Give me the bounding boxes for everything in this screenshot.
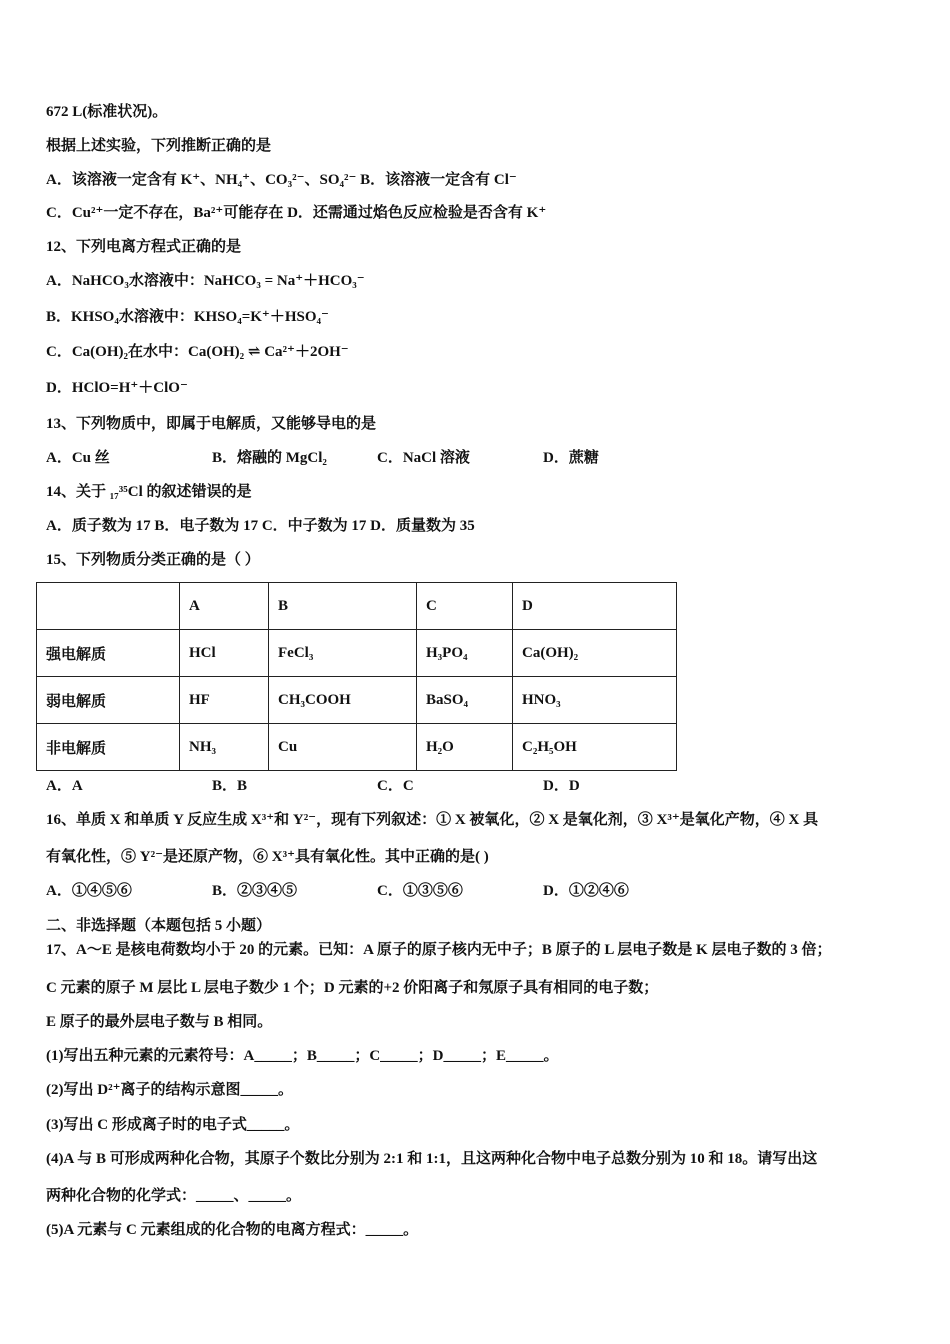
q17-part4-line2: 两种化合物的化学式：_____、_____。	[46, 1188, 302, 1204]
table-cell: B	[269, 583, 417, 630]
table-cell: BaSO₄	[417, 677, 513, 724]
q16-option-c: C．①③⑤⑥	[377, 883, 463, 899]
q14-options: A．质子数为 17 B．电子数为 17 C．中子数为 17 D．质量数为 35	[46, 518, 475, 534]
q13-option-c: C．NaCl 溶液	[377, 450, 470, 466]
table-row	[37, 677, 677, 724]
q15-option-b: B．B	[212, 778, 248, 794]
q12-option-c: C．Ca(OH)₂在水中：Ca(OH)₂ ⇌ Ca²⁺＋2OH⁻	[46, 344, 349, 360]
q12-stem: 12、下列电离方程式正确的是	[46, 239, 242, 255]
q12-option-a: A．NaHCO₃水溶液中：NaHCO₃ = Na⁺＋HCO₃⁻	[46, 273, 365, 289]
q14-stem: 14、关于 ₁₇³⁵Cl 的叙述错误的是	[46, 484, 252, 500]
table-cell: HF	[180, 677, 269, 724]
table-row	[37, 724, 677, 771]
table-cell: 非电解质	[37, 724, 180, 771]
q15-stem: 15、下列物质分类正确的是（ ）	[46, 552, 260, 568]
table-cell: H₂O	[417, 724, 513, 771]
q17-part2: (2)写出 D²⁺离子的结构示意图_____。	[46, 1082, 293, 1098]
table-cell: C₂H₅OH	[513, 724, 677, 771]
q17-part5: (5)A 元素与 C 元素组成的化合物的电离方程式：_____。	[46, 1222, 419, 1238]
table-cell: HNO₃	[513, 677, 677, 724]
q15-option-d: D．D	[543, 778, 580, 794]
q13-option-a: A．Cu 丝	[46, 450, 110, 466]
table-cell: Cu	[269, 724, 417, 771]
q12-option-d: D．HClO=H⁺＋ClO⁻	[46, 380, 188, 396]
table-cell: 强电解质	[37, 630, 180, 677]
q16-option-d: D．①②④⑥	[543, 883, 629, 899]
table-cell: H₃PO₄	[417, 630, 513, 677]
text-line: 根据上述实验，下列推断正确的是	[46, 138, 272, 154]
table-cell: CH₃COOH	[269, 677, 417, 724]
table-cell: NH₃	[180, 724, 269, 771]
q15-option-c: C．C	[377, 778, 414, 794]
q17-stem-line2: C 元素的原子 M 层比 L 层电子数少 1 个；D 元素的+2 价阳离子和氖原子具有相同的电子数；	[46, 980, 659, 996]
q13-option-b: B．熔融的 MgCl₂	[212, 450, 327, 466]
q11-options-ab: A．该溶液一定含有 K⁺、NH₄⁺、CO₃²⁻、SO₄²⁻ B．该溶液一定含有 Cl⁻	[46, 172, 517, 188]
text-line: 672 L(标准状况)。	[46, 104, 168, 120]
table-cell: D	[513, 583, 677, 630]
q15-option-a: A．A	[46, 778, 83, 794]
table-cell: Ca(OH)₂	[513, 630, 677, 677]
table-cell: 弱电解质	[37, 677, 180, 724]
table-cell: FeCl₃	[269, 630, 417, 677]
q16-stem-line1: 16、单质 X 和单质 Y 反应生成 X³⁺和 Y²⁻，现有下列叙述：① X 被氧化，② X 是氧化剂，③ X³⁺是氧化产物，④ X 具	[46, 812, 819, 828]
q17-stem-line3: E 原子的最外层电子数与 B 相同。	[46, 1014, 273, 1030]
table-header-row	[37, 583, 677, 630]
q13-option-d: D．蔗糖	[543, 450, 599, 466]
table-cell: HCl	[180, 630, 269, 677]
q16-stem-line2: 有氧化性，⑤ Y²⁻是还原产物，⑥ X³⁺具有氧化性。其中正确的是( )	[46, 849, 489, 865]
q17-part1: (1)写出五种元素的元素符号：A_____；B_____；C_____；D_____；E_____。	[46, 1048, 559, 1064]
q12-option-b: B．KHSO₄水溶液中：KHSO₄=K⁺＋HSO₄⁻	[46, 309, 329, 325]
q16-option-b: B．②③④⑤	[212, 883, 298, 899]
section-heading: 二、非选择题（本题包括 5 小题）	[46, 918, 272, 934]
q15-classification-table	[36, 582, 677, 771]
table-row	[37, 630, 677, 677]
q17-stem-line1: 17、A～E 是核电荷数均小于 20 的元素。已知：A 原子的原子核内无中子；B 原子的 L 层电子数是 K 层电子数的 3 倍；	[46, 942, 832, 958]
q11-options-cd: C．Cu²⁺一定不存在，Ba²⁺可能存在 D．还需通过焰色反应检验是否含有 K⁺	[46, 205, 547, 221]
table-cell: A	[180, 583, 269, 630]
table-cell	[37, 583, 180, 630]
q16-option-a: A．①④⑤⑥	[46, 883, 132, 899]
q17-part3: (3)写出 C 形成离子时的电子式_____。	[46, 1117, 300, 1133]
q17-part4-line1: (4)A 与 B 可形成两种化合物，其原子个数比分别为 2:1 和 1:1，且这两种化合物中电子总数分别为 10 和 18。请写出这	[46, 1151, 818, 1167]
table-cell: C	[417, 583, 513, 630]
q13-stem: 13、下列物质中，即属于电解质，又能够导电的是	[46, 416, 377, 432]
